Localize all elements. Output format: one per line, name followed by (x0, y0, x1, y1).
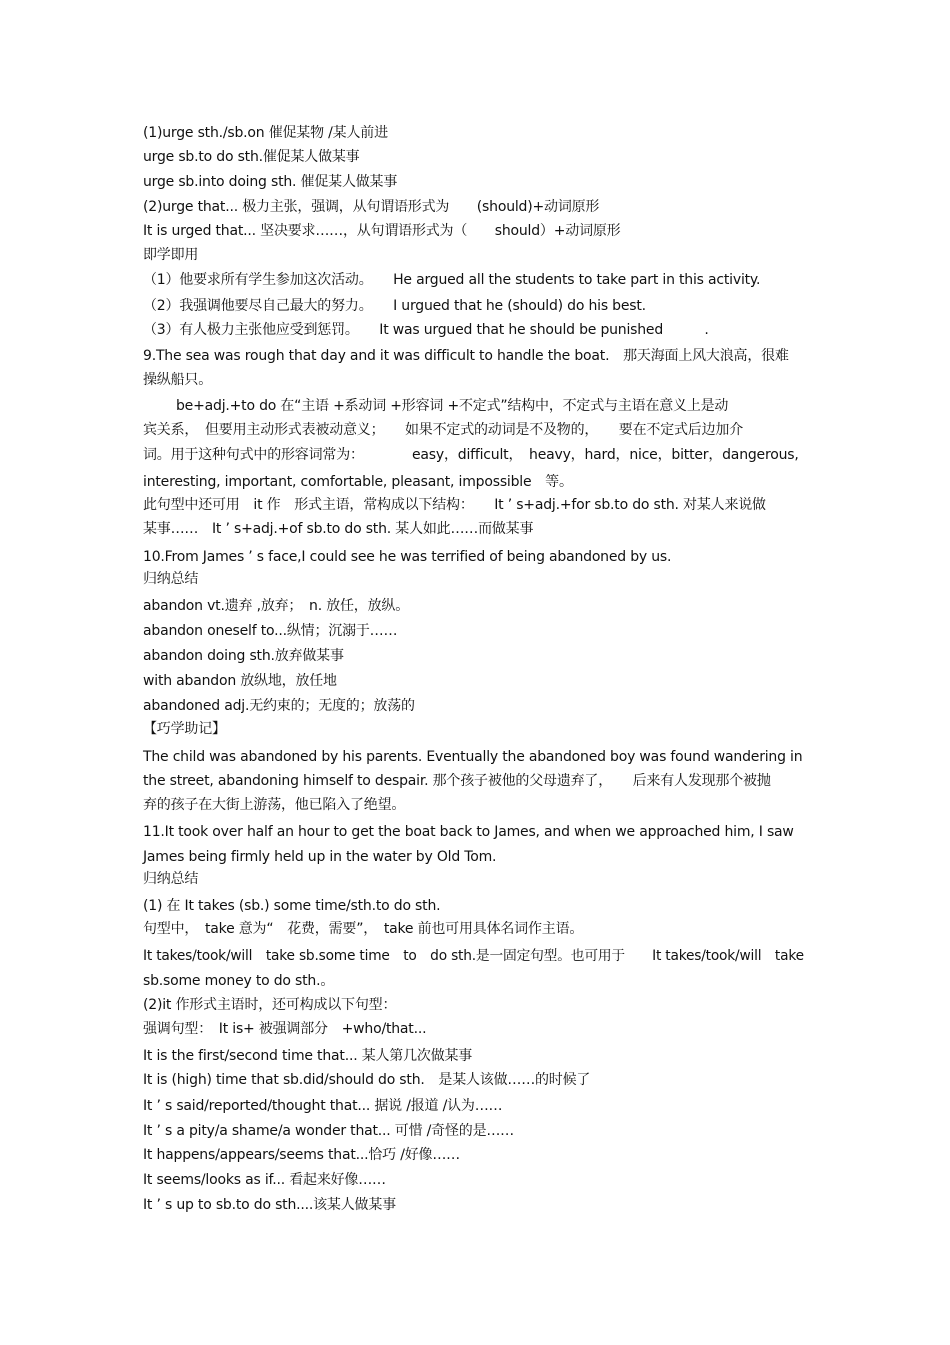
text-line: It is the first/second time that... 某人第几次做某事 (143, 1048, 473, 1064)
text-line: (1) 在 It takes (sb.) some time/sth.to do sth. (143, 898, 441, 914)
text-line: 宾关系， 但要用主动形式表被动意义； 如果不定式的动词是不及物的， 要在不定式后边加介 (143, 422, 743, 438)
text-line: interesting, important, comfortable, pleasant, impossible 等。 (143, 474, 573, 490)
text-line: urge sb.into doing sth. 催促某人做某事 (143, 174, 398, 190)
section-heading: 【巧学助记】 (143, 721, 226, 737)
text-line: It is (high) time that sb.did/should do sth. 是某人该做……的时候了 (143, 1072, 591, 1088)
text-line: 词。用于这种句式中的形容词常为： easy，difficult， heavy，hard，nice，bitter，dangerous, (143, 447, 799, 463)
text-line: James being firmly held up in the water by Old Tom. (143, 849, 497, 865)
text-line: the street, abandoning himself to despair. 那个孩子被他的父母遗弃了， 后来有人发现那个被抛 (143, 773, 771, 789)
text-line: 句型中， take 意为“ 花费，需要”， take 前也可用具体名词作主语。 (143, 921, 584, 937)
text-line: 9.The sea was rough that day and it was difficult to handle the boat. 那天海面上风大浪高，很难 (143, 348, 789, 364)
text-line: It ’ s said/reported/thought that... 据说 /报道 /认为…… (143, 1098, 503, 1114)
text-line: The child was abandoned by his parents. Eventually the abandoned boy was found wandering in (143, 749, 803, 765)
text-line: 强调句型： It is+ 被强调部分 +who/that... (143, 1021, 427, 1037)
text-line: It takes/took/will take sb.some time to do sth.是一固定句型。也可用于 It takes/took/will take (143, 948, 804, 964)
text-line: It is urged that... 坚决要求……，从句谓语形式为（ should）+动词原形 (143, 223, 621, 239)
text-line: It seems/looks as if... 看起来好像…… (143, 1172, 386, 1188)
text-line: It ’ s a pity/a shame/a wonder that... 可惜 /奇怪的是…… (143, 1123, 514, 1139)
text-line: abandon oneself to...纵情；沉溺于…… (143, 623, 398, 639)
text-line: 此句型中还可用 it 作 形式主语，常构成以下结构： It ’ s+adj.+for sb.to do sth. 对某人来说做 (143, 497, 766, 513)
text-line: It ’ s up to sb.to do sth....该某人做某事 (143, 1197, 396, 1213)
text-line: （2）我强调他要尽自己最大的努力。 I urgued that he (should) do his best. (143, 298, 646, 314)
text-line: （1）他要求所有学生参加这次活动。 He argued all the students to take part in this activity. (143, 272, 761, 288)
section-heading: 归纳总结 (143, 571, 199, 587)
text-line: (2)urge that... 极力主张，强调，从句谓语形式为 (should)+动词原形 (143, 199, 600, 215)
text-line: 某事…… It ’ s+adj.+of sb.to do sth. 某人如此……而做某事 (143, 521, 534, 537)
text-line: abandon doing sth.放弃做某事 (143, 648, 344, 664)
text-line: 弃的孩子在大街上游荡，他已陷入了绝望。 (143, 797, 406, 813)
text-line: with abandon 放纵地，放任地 (143, 673, 337, 689)
text-line: urge sb.to do sth.催促某人做某事 (143, 149, 360, 165)
section-heading: 即学即用 (143, 247, 199, 263)
text-line: 11.It took over half an hour to get the boat back to James, and when we approached him, I saw (143, 824, 794, 840)
section-heading: 归纳总结 (143, 871, 199, 887)
text-line: abandon vt.遗弃 ,放弃； n. 放任，放纵。 (143, 598, 409, 614)
text-line: abandoned adj.无约束的；无度的；放荡的 (143, 698, 415, 714)
text-line: （3）有人极力主张他应受到惩罚。 It was urgued that he should be punished . (143, 322, 709, 338)
text-line: (1)urge sth./sb.on 催促某物 /某人前进 (143, 125, 388, 141)
text-line: 10.From James ’ s face,I could see he was terrified of being abandoned by us. (143, 549, 672, 565)
text-line: 操纵船只。 (143, 372, 212, 388)
text-line: (2)it 作形式主语时，还可构成以下句型： (143, 997, 397, 1013)
text-line: sb.some money to do sth.。 (143, 973, 335, 989)
text-line: be+adj.+to do 在“主语 +系动词 +形容词 +不定式”结构中，不定式与主语在意义上是动 (176, 398, 729, 414)
text-line: It happens/appears/seems that...恰巧 /好像…… (143, 1147, 460, 1163)
